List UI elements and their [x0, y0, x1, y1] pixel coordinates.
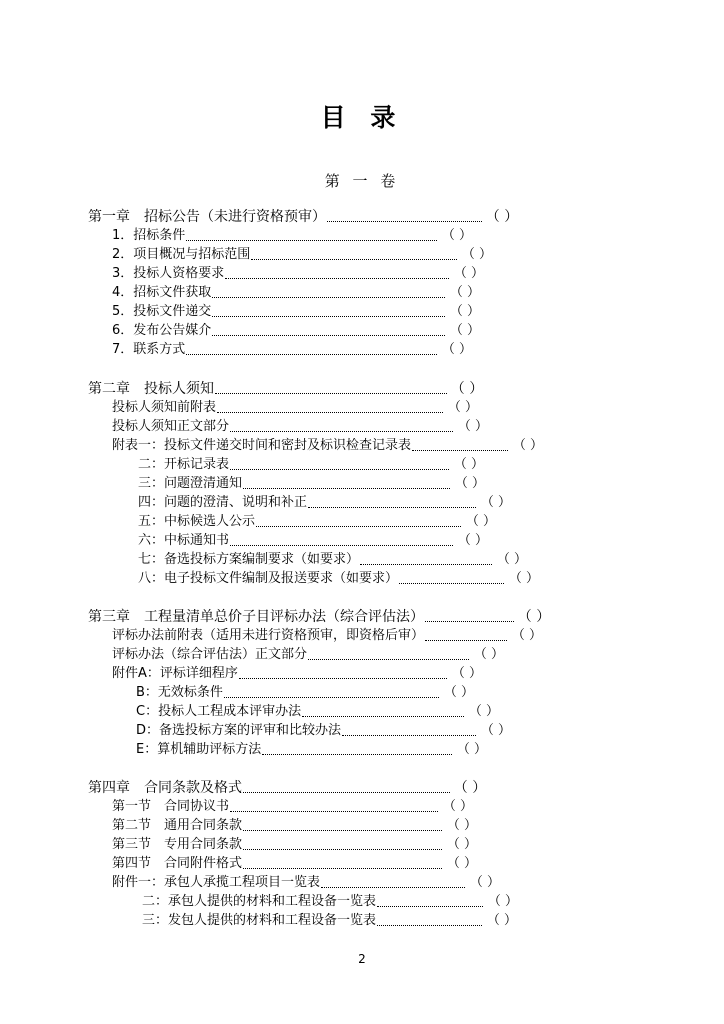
toc-page-ref: （ ） — [451, 666, 483, 681]
toc-entry[interactable] — [112, 227, 475, 245]
toc-page-ref: （ ） — [485, 209, 519, 225]
toc-entry[interactable] — [112, 836, 480, 854]
dot-leader — [230, 469, 449, 470]
dot-leader — [262, 754, 452, 755]
toc-page-ref: （ ） — [511, 628, 543, 643]
toc-entry-label: 7．联系方式 — [112, 342, 186, 357]
dot-leader — [308, 659, 469, 660]
toc-entry-label: 六：中标通知书 — [138, 533, 230, 548]
toc-entry-label: 二：开标记录表 — [138, 457, 230, 472]
toc-entry-label: 评标办法前附表（适用未进行资格预审，即资格后审） — [112, 628, 425, 643]
toc-page-ref: （ ） — [450, 381, 484, 397]
dot-leader — [217, 412, 443, 413]
toc-page-ref: （ ） — [453, 457, 485, 472]
toc-page-ref: （ ） — [446, 856, 478, 871]
toc-entry[interactable] — [136, 722, 514, 740]
toc-entry-label: 附件一：承包人承揽工程项目一览表 — [112, 875, 321, 890]
toc-entry-label: 4．招标文件获取 — [112, 285, 212, 300]
toc-chapter-entry[interactable] — [88, 380, 485, 398]
toc-page-ref: （ ） — [456, 742, 488, 757]
toc-entry-label: D：备选投标方案的评审和比较办法 — [136, 723, 342, 738]
toc-entry-label: 五：中标候选人公示 — [138, 514, 256, 529]
toc-entry[interactable] — [138, 475, 488, 493]
toc-page-ref: （ ） — [468, 704, 500, 719]
toc-page-ref: （ ） — [457, 419, 489, 434]
toc-entry-label: 第二章 投标人须知 — [88, 381, 214, 397]
toc-entry-label: 第四节 合同附件格式 — [112, 856, 243, 871]
toc-chapter-entry[interactable] — [88, 608, 552, 626]
dot-leader — [412, 450, 508, 451]
dot-leader — [239, 678, 447, 679]
toc-page-ref: （ ） — [446, 818, 478, 833]
dot-leader — [212, 316, 445, 317]
volume-heading: 第 一 卷 — [324, 172, 400, 190]
toc-entry[interactable] — [112, 341, 475, 359]
toc-entry[interactable] — [136, 741, 490, 759]
toc-entry-label: 三：问题澄清通知 — [138, 476, 243, 491]
toc-entry-label: 投标人须知正文部分 — [112, 419, 230, 434]
toc-entry-label: B：无效标条件 — [136, 685, 223, 700]
toc-chapter-entry[interactable] — [88, 208, 520, 226]
dot-leader — [186, 354, 437, 355]
toc-entry[interactable] — [112, 418, 491, 436]
dot-leader — [399, 583, 504, 584]
toc-entry[interactable] — [112, 284, 483, 302]
toc-entry-label: 第二节 通用合同条款 — [112, 818, 243, 833]
dot-leader — [302, 716, 464, 717]
dot-leader — [308, 507, 476, 508]
dot-leader — [425, 621, 514, 622]
dot-leader — [377, 906, 483, 907]
toc-entry[interactable] — [112, 437, 546, 455]
toc-entry-label: 七：备选投标方案编制要求（如要求） — [138, 552, 360, 567]
toc-page-ref: （ ） — [465, 514, 497, 529]
toc-page-ref: （ ） — [487, 894, 519, 909]
toc-page-ref: （ ） — [441, 228, 473, 243]
dot-leader — [360, 564, 492, 565]
toc-page-ref: （ ） — [453, 266, 485, 281]
toc-entry-label: E：算机辅助评标方法 — [136, 742, 262, 757]
toc-entry[interactable] — [142, 912, 520, 930]
toc-entry[interactable] — [138, 456, 487, 474]
dot-leader — [230, 811, 438, 812]
dot-leader — [342, 735, 476, 736]
toc-page-ref: （ ） — [442, 799, 474, 814]
toc-entry-label: 八：电子投标文件编制及报送要求（如要求） — [138, 571, 399, 586]
dot-leader — [186, 240, 437, 241]
toc-entry[interactable] — [112, 665, 485, 683]
toc-entry-label: 三：发包人提供的材料和工程设备一览表 — [142, 913, 377, 928]
toc-entry-label: 第一章 招标公告（未进行资格预审） — [88, 209, 326, 225]
toc-entry-label: 6．发布公告媒介 — [112, 323, 212, 338]
toc-page-ref: （ ） — [496, 552, 528, 567]
toc-page-ref: （ ） — [443, 685, 475, 700]
toc-entry-label: C：投标人工程成本评审办法 — [136, 704, 302, 719]
toc-entry-label: 第三节 专用合同条款 — [112, 837, 243, 852]
toc-entry[interactable] — [136, 684, 477, 702]
dot-leader — [225, 278, 449, 279]
toc-entry-label: 5．投标文件递交 — [112, 304, 212, 319]
toc-chapter-entry[interactable] — [88, 779, 488, 797]
toc-entry-label: 第四章 合同条款及格式 — [88, 780, 242, 796]
toc-entry[interactable] — [136, 703, 502, 721]
toc-entry[interactable] — [112, 246, 495, 264]
toc-page-ref: （ ） — [469, 875, 501, 890]
toc-entry-label: 二：承包人提供的材料和工程设备一览表 — [142, 894, 377, 909]
toc-entry[interactable] — [138, 570, 542, 588]
toc-entry[interactable] — [112, 855, 480, 873]
toc-entry[interactable] — [138, 551, 530, 569]
toc-entry-label: 第三章 工程量清单总价子目评标办法（综合评估法） — [88, 609, 424, 625]
toc-page-ref: （ ） — [486, 913, 518, 928]
toc-entry-label: 第一节 合同协议书 — [112, 799, 230, 814]
dot-leader — [256, 526, 461, 527]
toc-entry[interactable] — [138, 494, 514, 512]
toc-title: 目 录 — [320, 103, 404, 132]
toc-entry-label: 附件A：评标详细程序 — [112, 666, 238, 681]
dot-leader — [243, 868, 442, 869]
toc-entry[interactable] — [112, 817, 480, 835]
dot-leader — [230, 431, 453, 432]
toc-entry[interactable] — [112, 303, 483, 321]
dot-leader — [212, 335, 445, 336]
dot-leader — [425, 640, 507, 641]
dot-leader — [215, 393, 447, 394]
toc-entry[interactable] — [138, 532, 491, 550]
toc-page-ref: （ ） — [453, 780, 487, 796]
toc-page-ref: （ ） — [454, 476, 486, 491]
toc-page-ref: （ ） — [446, 837, 478, 852]
dot-leader — [243, 488, 450, 489]
toc-entry[interactable] — [112, 874, 503, 892]
toc-page-ref: （ ） — [473, 647, 505, 662]
toc-page-ref: （ ） — [512, 438, 544, 453]
toc-entry-label: 3．投标人资格要求 — [112, 266, 225, 281]
toc-page-ref: （ ） — [449, 323, 481, 338]
dot-leader — [327, 221, 482, 222]
toc-page-ref: （ ） — [449, 304, 481, 319]
toc-page-ref: （ ） — [480, 495, 512, 510]
page-number: 2 — [358, 952, 366, 966]
toc-page-ref: （ ） — [517, 609, 551, 625]
dot-leader — [243, 830, 442, 831]
toc-entry-label: 附表一：投标文件递交时间和密封及标识检查记录表 — [112, 438, 412, 453]
toc-page-ref: （ ） — [441, 342, 473, 357]
dot-leader — [377, 925, 482, 926]
toc-entry[interactable] — [112, 646, 507, 664]
toc-page-ref: （ ） — [447, 400, 479, 415]
dot-leader — [251, 259, 457, 260]
toc-page-ref: （ ） — [457, 533, 489, 548]
toc-entry-label: 投标人须知前附表 — [112, 400, 217, 415]
toc-page-ref: （ ） — [461, 247, 493, 262]
toc-entry-label: 评标办法（综合评估法）正文部分 — [112, 647, 308, 662]
toc-entry[interactable] — [112, 399, 481, 417]
dot-leader — [230, 545, 453, 546]
toc-entry[interactable] — [112, 798, 476, 816]
toc-entry-label: 2．项目概况与招标范围 — [112, 247, 251, 262]
dot-leader — [321, 887, 465, 888]
toc-entry[interactable] — [112, 627, 545, 645]
dot-leader — [224, 697, 439, 698]
toc-entry[interactable] — [112, 322, 483, 340]
toc-entry[interactable] — [142, 893, 521, 911]
dot-leader — [243, 849, 442, 850]
toc-page-ref: （ ） — [449, 285, 481, 300]
dot-leader — [212, 297, 445, 298]
toc-page-ref: （ ） — [508, 571, 540, 586]
dot-leader — [243, 792, 450, 793]
toc-entry-label: 四：问题的澄清、说明和补正 — [138, 495, 308, 510]
toc-entry[interactable] — [112, 265, 487, 283]
toc-entry-label: 1．招标条件 — [112, 228, 186, 243]
toc-entry[interactable] — [138, 513, 499, 531]
toc-page-ref: （ ） — [480, 723, 512, 738]
